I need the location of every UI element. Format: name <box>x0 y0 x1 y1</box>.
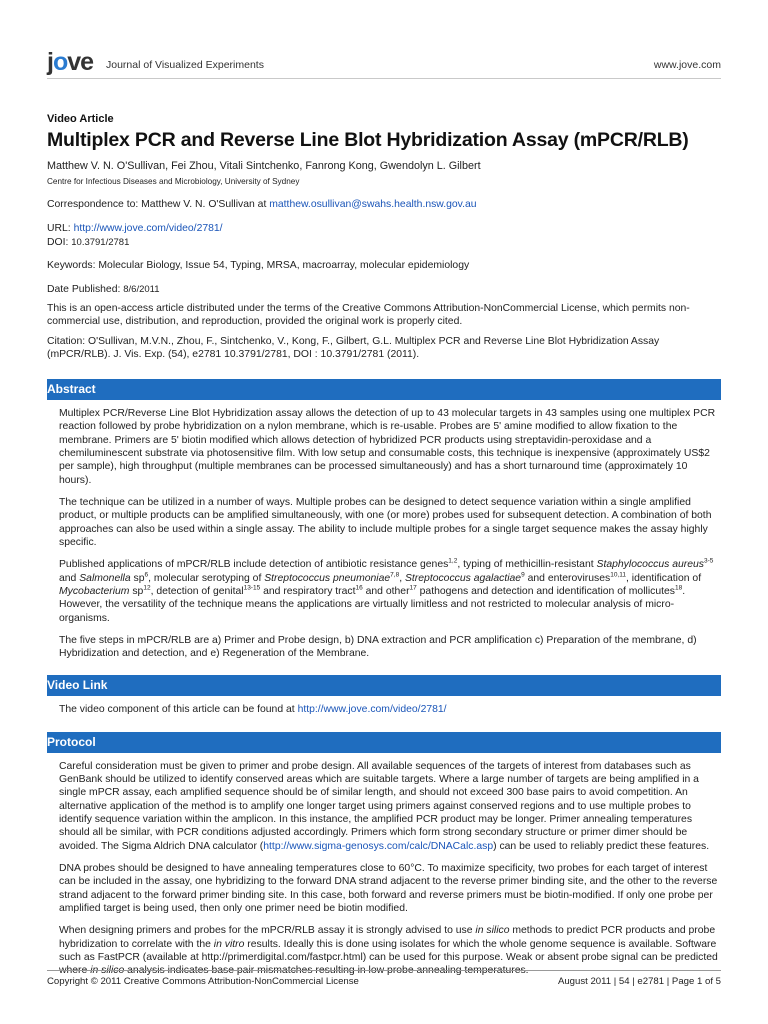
date-value: 8/6/2011 <box>123 283 160 295</box>
date-label: Date Published: <box>47 283 124 295</box>
affiliation: Centre for Infectious Diseases and Microbiology, University of Sydney <box>47 176 300 186</box>
abstract-heading <box>47 379 721 400</box>
video-link-text: The video component of this article can be found at http://www.jove.com/video/2781/ <box>59 704 447 716</box>
url-label: URL: <box>47 222 74 234</box>
correspondence <box>47 198 721 211</box>
keywords-label: Keywords: <box>47 260 99 272</box>
protocol-body <box>47 753 721 978</box>
doi-line <box>47 236 721 249</box>
url-line <box>47 222 721 235</box>
protocol-paragraph-3: When designing primers and probes for the mPCR/RLB assay it is strongly advised to use in silico methods to predict PCR products and probe hybridization to correlate with the in vitro results. Ideally this is done using isolates for which the whole genome sequence is available. Software such as FastPCR (available at http://primerdigital.com/fastpcr.html) can be used for this purpose. Weak or absent probe signal can be predicted where in silico analysis indicates base pair mismatches resulting in low probe annealing temperatures. <box>59 925 718 977</box>
abstract-heading-label: Abstract <box>47 382 96 397</box>
correspondence-label: Correspondence to: Matthew V. N. O'Sullivan at <box>47 199 270 211</box>
article-url-link[interactable]: http://www.jove.com/video/2781/ <box>73 222 223 234</box>
footer-page-info: August 2011 | 54 | e2781 | Page 1 of 5 <box>557 976 721 987</box>
page-footer <box>47 970 721 987</box>
article-type: Video Article <box>47 113 114 125</box>
page-header <box>47 48 721 79</box>
sigma-calculator-link[interactable]: http://www.sigma-genosys.com/calc/DNACalc.asp <box>263 840 494 852</box>
video-link-heading-label: Video Link <box>47 678 108 693</box>
protocol-paragraph-2: DNA probes should be designed to have annealing temperatures close to 60°C. To maximize specificity, two probes for each target of interest can be included in the assay, one hybridizing to the forward DNA strand adjacent to the reverse primer binding site, and the other to the reverse strand adjacent to the forward primer binding site. In this case, both forward and reverse primers must be biotin-modified. If only one probe per amplified target is being used, then only one primer need be biotin modified. <box>59 862 718 914</box>
doi-value: 10.3791/2781 <box>71 236 130 248</box>
video-url-link[interactable]: http://www.jove.com/video/2781/ <box>297 704 447 716</box>
abstract-body <box>47 400 721 660</box>
correspondence-email-link[interactable]: matthew.osullivan@swahs.health.nsw.gov.au <box>269 199 477 211</box>
footer-copyright: Copyright © 2011 Creative Commons Attribution-NonCommercial License <box>47 976 359 987</box>
protocol-paragraph-1: Careful consideration must be given to primer and probe design. All available sequences of the targets of interest from databases such as GenBank should be utilized to identify conserved areas which are suitable targets. Where a large number of targets are being amplified in a single mPCR assay, each amplified sequence should be of similar length, and should not exceed 300 base pairs to avoid competition. An alternative application of the method is to amplify one longer target using primers against conserved regions and to use multiple probes to identify sequence variation within the amplicon. In this instance, the amplified PCR product may be longer. Primer annealing temperatures should all be similar, with PCR conditions adjusted accordingly. Primers which form strong secondary structure or primer dimer should be avoided. The Sigma Aldrich DNA calculator (http://www.sigma-genosys.com/calc/DNACalc.asp) can be used to reliably predict these features. <box>59 760 710 852</box>
keywords-line <box>47 259 721 272</box>
protocol-heading-label: Protocol <box>47 734 96 749</box>
author-list: Matthew V. N. O'Sullivan, Fei Zhou, Vitali Sintchenko, Fanrong Kong, Gwendolyn L. Gilbert <box>47 160 481 173</box>
abstract-paragraph-1: Multiplex PCR/Reverse Line Blot Hybridization assay allows the detection of up to 43 molecular targets in 43 samples using one multiplex PCR reaction followed by probe hybridization on a nylon membrane, which is re-usable. Probes are 5' amine modified to allow fixation to the membrane. Primers are 5' biotin modified which allows detection of hybridized PCR products using streptavidin-peroxidase and a chemiluminescent substrate via photosensitive film. With low setup and consumable costs, this technique is inexpensive (approximately US$2 per sample), high throughput (multiple membranes can be processed simultaneously) and has a short turnaround time (approximately 10 hours). <box>59 408 716 486</box>
site-url[interactable]: www.jove.com <box>653 59 721 71</box>
doi-label: DOI: <box>47 236 72 248</box>
article-title: Multiplex PCR and Reverse Line Blot Hybridization Assay (mPCR/RLB) <box>47 129 689 152</box>
journal-name: Journal of Visualized Experiments <box>106 59 264 71</box>
video-link-body <box>47 696 721 716</box>
jove-logo[interactable]: jove <box>47 48 94 76</box>
protocol-heading <box>47 732 721 753</box>
abstract-paragraph-3: Published applications of mPCR/RLB include detection of antibiotic resistance genes$^{1,2}$, typing of methicillin-resistant Staphylococcus aureus$^{3-5}$ and Salmonella $sp^6$, molecular serotyping of Streptococcus pneumoniae$^{7,8}$, Streptococcus agalactiae$^9$ and enteroviruses$^{10,11}$, identification of Mycobacterium $sp^{12}$, detection of genital$^{13-15}$ and respiratory tract$^{16}$ and other$^{17}$ pathogens and detection and identification of mollicutes$^{18}$. However, the versatility of the technique means the applications are virtually limitless and not restricted to molecular analysis of micro-organisms. <box>59 557 714 624</box>
abstract-paragraph-4: The five steps in mPCR/RLB are a) Primer and Probe design, b) DNA extraction and PCR amplification c) Preparation of the membrane, d) Hybridization and detection, and e) Regeneration of the Membrane. <box>59 634 697 660</box>
date-line <box>47 283 721 296</box>
article-content <box>47 112 721 986</box>
citation-text: Citation: O'Sullivan, M.V.N., Zhou, F., Sintchenko, V., Kong, F., Gilbert, G.L. Multiplex PCR and Reverse Line Blot Hybridization Assay (mPCR/RLB). J. Vis. Exp. (54), e2781 10.3791/2781, DOI : 10.3791/2781 (2011). <box>47 335 660 360</box>
license-text: This is an open-access article distributed under the terms of the Creative Commons Attribution-NonCommercial License, which permits non-commercial use, distribution, and reproduction, provided the original work is properly cited. <box>47 302 690 328</box>
video-link-heading <box>47 675 721 696</box>
abstract-paragraph-2: The technique can be utilized in a number of ways. Multiple probes can be designed to detect sequence variation within a single amplified product, or multiple products can be amplified simultaneously, with one (or more) probes used for subsequent detection. A combination of both approaches can also be used within a single assay. The ability to include multiple probes for a single target sequence makes the assay highly specific. <box>59 497 712 548</box>
keywords-value: Molecular Biology, Issue 54, Typing, MRSA, macroarray, molecular epidemiology <box>98 260 470 272</box>
